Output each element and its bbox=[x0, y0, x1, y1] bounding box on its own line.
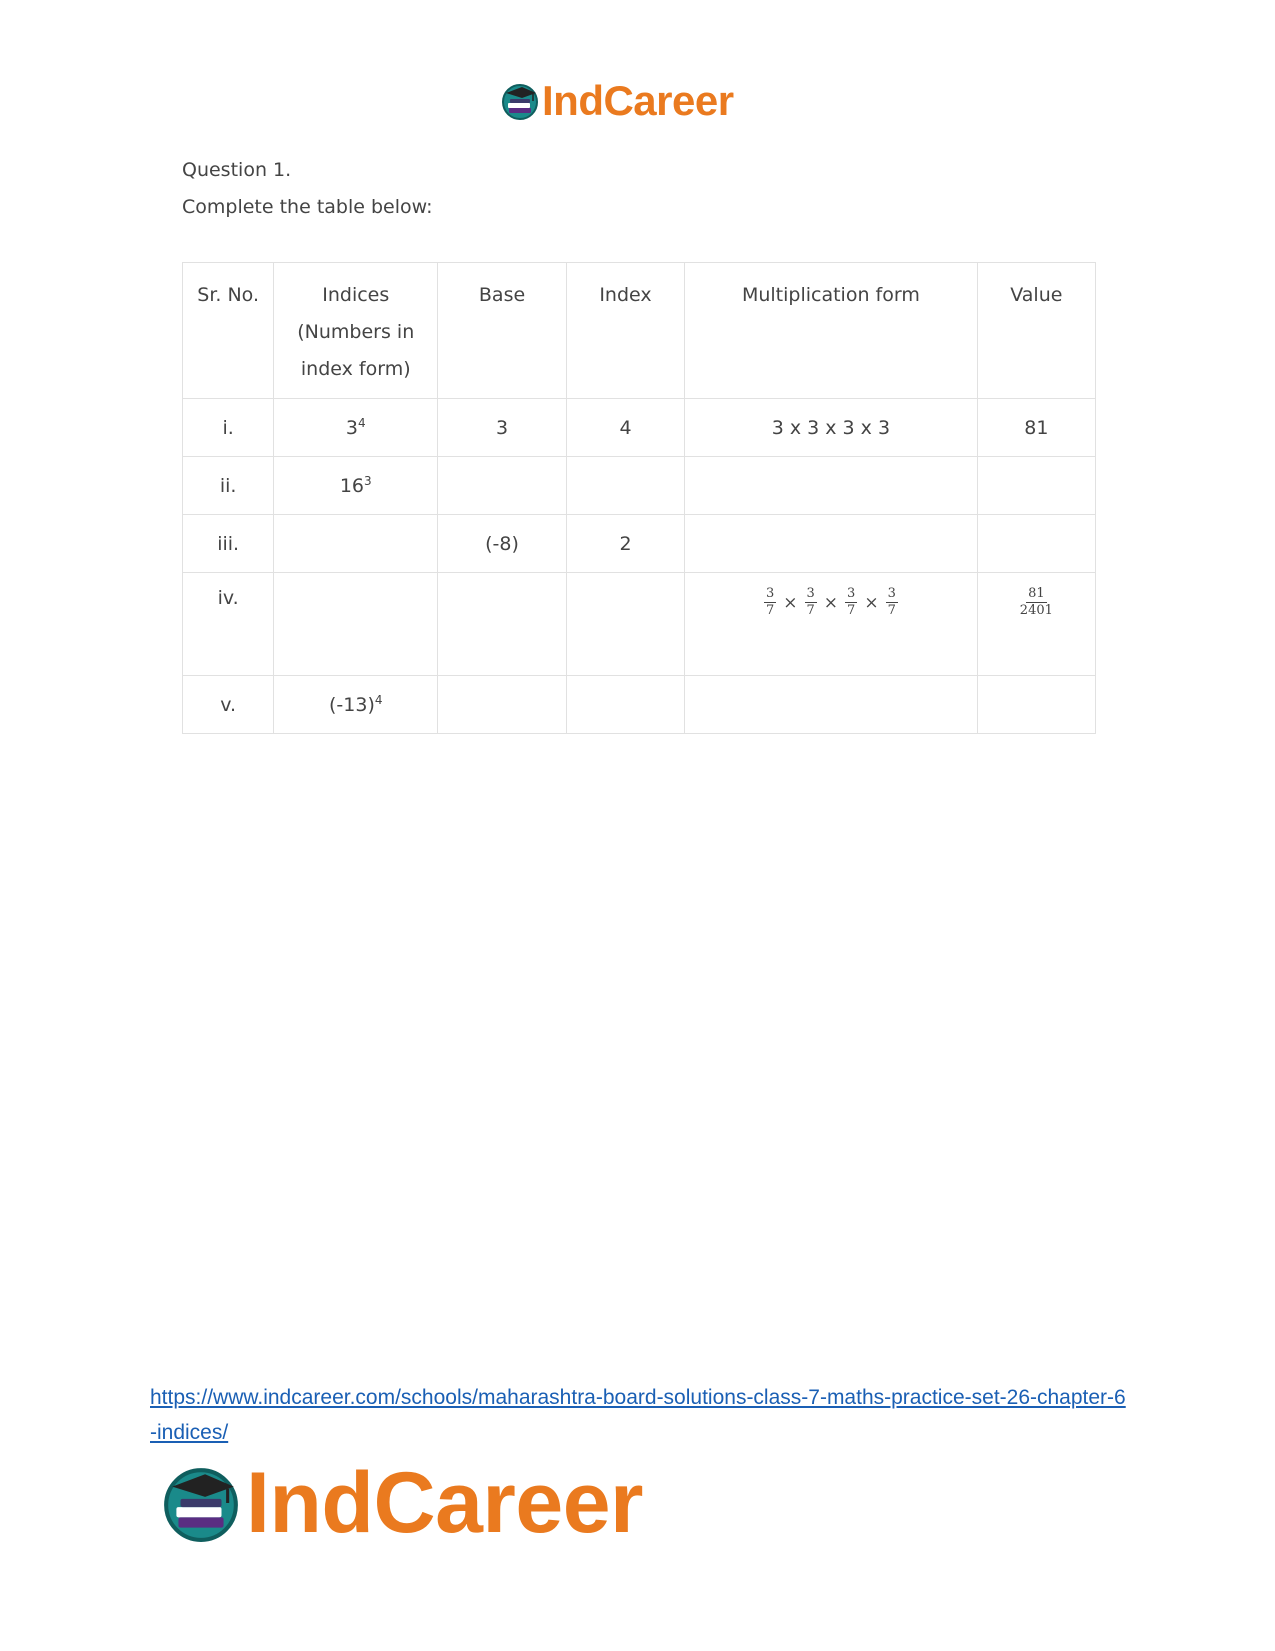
fraction bbox=[805, 587, 817, 618]
cell-index: 2 bbox=[566, 515, 684, 573]
question-number: Question 1. bbox=[182, 159, 292, 181]
fraction-denominator: 7 bbox=[887, 603, 896, 618]
cell-base bbox=[438, 457, 567, 515]
cell-multiplication bbox=[685, 515, 978, 573]
fraction-denominator: 7 bbox=[806, 603, 815, 618]
fraction-numerator: 3 bbox=[806, 586, 815, 601]
fraction-numerator: 3 bbox=[847, 586, 856, 601]
cell-value bbox=[977, 515, 1095, 573]
indices-base: 16 bbox=[339, 475, 365, 497]
table-row bbox=[183, 457, 1096, 515]
cell-base bbox=[438, 573, 567, 676]
cell-sr: iii. bbox=[183, 515, 274, 573]
times-sign: × bbox=[823, 592, 839, 613]
cell-multiplication bbox=[685, 676, 978, 734]
footer-logo bbox=[160, 1455, 643, 1551]
cell-indices bbox=[274, 573, 438, 676]
cell-value bbox=[977, 457, 1095, 515]
cell-sr: i. bbox=[183, 399, 274, 457]
cell-indices bbox=[274, 676, 438, 734]
times-sign: × bbox=[783, 592, 798, 613]
fraction bbox=[764, 587, 776, 618]
graduation-cap-books-icon bbox=[160, 1462, 242, 1544]
indices-base: (-13) bbox=[329, 694, 375, 716]
indices-base: 3 bbox=[345, 417, 358, 439]
cell-index: 4 bbox=[566, 399, 684, 457]
cell-value bbox=[977, 676, 1095, 734]
cell-index bbox=[566, 457, 684, 515]
header-sr-no: Sr. No. bbox=[183, 263, 274, 399]
table-row bbox=[183, 676, 1096, 734]
source-url-link[interactable]: https://www.indcareer.com/schools/maharashtra-board-solutions-class-7-maths-practice-set-26-chapter-6-indices/ bbox=[150, 1386, 1126, 1444]
cell-index bbox=[566, 573, 684, 676]
cell-multiplication bbox=[685, 573, 978, 676]
cell-sr: ii. bbox=[183, 457, 274, 515]
cell-index bbox=[566, 676, 684, 734]
table-row bbox=[183, 573, 1096, 676]
cell-sr: v. bbox=[183, 676, 274, 734]
cell-multiplication: 3 x 3 x 3 x 3 bbox=[685, 399, 978, 457]
cell-value bbox=[977, 573, 1095, 676]
table-row bbox=[183, 399, 1096, 457]
indices-table bbox=[182, 262, 1096, 734]
header-index: Index bbox=[566, 263, 684, 399]
cell-sr: iv. bbox=[183, 573, 274, 676]
table-row bbox=[183, 515, 1096, 573]
indices-exponent: 4 bbox=[357, 416, 366, 430]
cell-value: 81 bbox=[977, 399, 1095, 457]
header-logo bbox=[500, 77, 734, 124]
graduation-cap-books-icon bbox=[500, 81, 540, 121]
cell-base: 3 bbox=[438, 399, 567, 457]
cell-indices bbox=[274, 515, 438, 573]
fraction-numerator: 3 bbox=[765, 586, 775, 601]
indices-exponent: 4 bbox=[374, 693, 383, 707]
fraction-denominator: 7 bbox=[765, 603, 775, 618]
cell-indices bbox=[274, 457, 438, 515]
indices-exponent: 3 bbox=[364, 474, 372, 488]
header-multiplication-form: Multiplication form bbox=[685, 263, 978, 399]
cell-indices bbox=[274, 399, 438, 457]
question-instruction: Complete the table below: bbox=[182, 196, 433, 218]
logo-text: IndCareer bbox=[246, 1455, 643, 1551]
fraction bbox=[886, 587, 898, 618]
cell-base bbox=[438, 676, 567, 734]
fraction-numerator: 3 bbox=[887, 586, 896, 601]
fraction bbox=[845, 587, 857, 618]
fraction-numerator: 81 bbox=[1028, 586, 1045, 601]
header-value: Value bbox=[977, 263, 1095, 399]
cell-base: (-8) bbox=[438, 515, 567, 573]
header-indices: Indices (Numbers in index form) bbox=[274, 263, 438, 399]
fraction-denominator: 2401 bbox=[1019, 603, 1053, 618]
logo-text: IndCareer bbox=[542, 77, 734, 124]
table-header-row bbox=[183, 263, 1096, 399]
fraction-denominator: 7 bbox=[847, 603, 856, 618]
cell-multiplication bbox=[685, 457, 978, 515]
times-sign: × bbox=[864, 592, 879, 613]
question-block bbox=[182, 158, 433, 232]
header-base: Base bbox=[438, 263, 567, 399]
value-fraction bbox=[1018, 587, 1055, 618]
